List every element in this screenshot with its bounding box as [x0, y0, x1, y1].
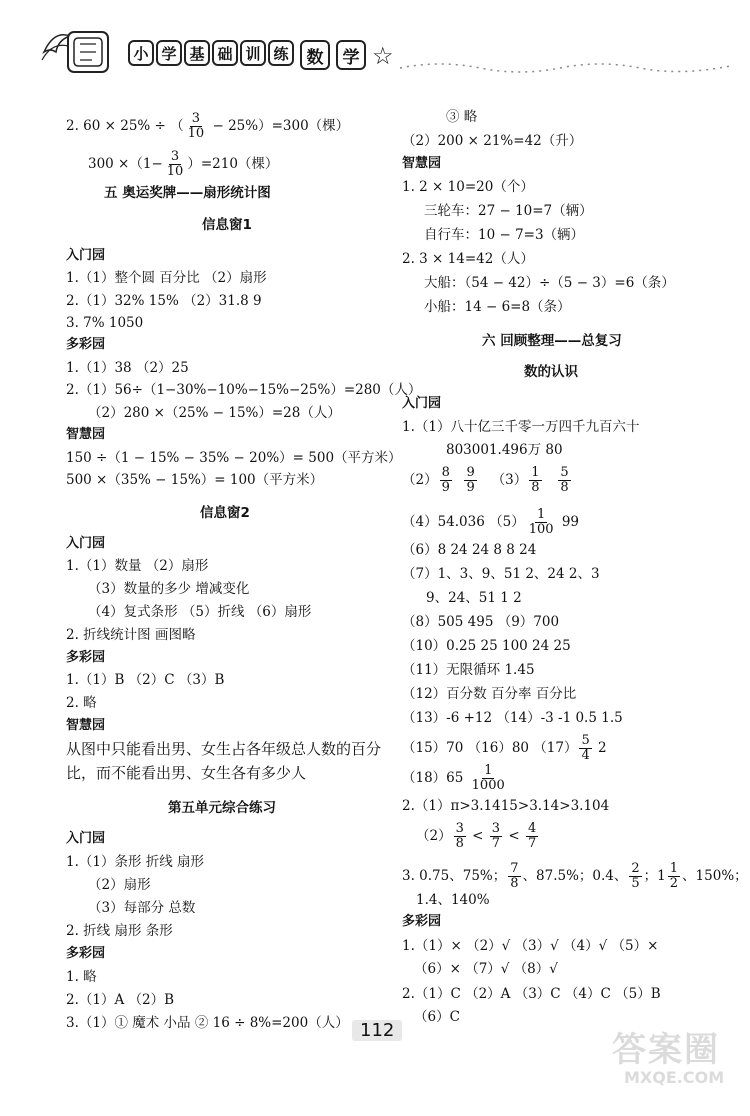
section-label: 智慧园 — [402, 156, 442, 171]
chapter-title: 六 回顾整理——总复习 — [482, 333, 622, 349]
fraction — [454, 822, 466, 851]
numerator: 2 — [631, 861, 640, 876]
answer-line: （3）每部分 总数 — [88, 900, 196, 916]
title-char: 练 — [268, 40, 294, 66]
section-label: 智慧园 — [66, 718, 106, 733]
section-label: 多彩园 — [402, 914, 442, 929]
fraction — [490, 822, 502, 851]
numerator: 4 — [527, 821, 537, 836]
answer-line: 1.（1）条形 折线 扇形 — [66, 854, 205, 870]
denominator: 10 — [166, 164, 184, 179]
answer-line: （6）8 24 24 8 8 24 — [402, 542, 537, 558]
section-label: 入门园 — [66, 831, 106, 846]
answer-line: （6）C — [414, 1009, 460, 1025]
section-label: 多彩园 — [66, 337, 106, 352]
answer-line — [402, 508, 579, 537]
fraction — [470, 764, 507, 793]
answer-line — [402, 466, 573, 495]
numerator: 3 — [455, 821, 464, 836]
text: （18）65 — [402, 770, 468, 786]
chapter-title: 五 奥运奖牌——扇形统计图 — [104, 185, 271, 201]
answer-line: （3）数量的多少 增减变化 — [88, 581, 250, 597]
section-title: 信息窗1 — [202, 217, 252, 233]
answer-line: 三轮车：27 − 10=7（辆） — [424, 203, 593, 219]
section-label: 智慧园 — [66, 427, 106, 442]
answer-line: （10）0.25 25 100 24 25 — [402, 638, 571, 654]
numerator: 3 — [170, 149, 180, 164]
answer-line: （6）× （7）√ （8）√ — [414, 961, 558, 977]
section-label: 入门园 — [402, 396, 442, 411]
answer-line: 1.（1）38 （2）25 — [66, 360, 189, 376]
text: （4）54.036 （5） — [402, 514, 525, 530]
fraction — [165, 150, 186, 179]
numerator: 7 — [510, 861, 519, 876]
answer-line: （12）百分数 百分率 百分比 — [402, 686, 577, 702]
answer-line: （2）扇形 — [88, 877, 151, 893]
section-label: 多彩园 — [66, 946, 106, 961]
title-char: 础 — [212, 40, 238, 66]
section-title: 第五单元综合练习 — [168, 800, 276, 816]
fraction — [558, 466, 570, 495]
answer-line: （2）200 × 21%=42（升） — [402, 133, 583, 149]
answer-line — [88, 150, 278, 179]
star-icon: ☆ — [372, 42, 394, 70]
section-title: 信息窗2 — [200, 505, 250, 521]
denominator: 7 — [527, 836, 537, 851]
denominator: 7 — [491, 836, 501, 851]
text: 、150%； — [682, 868, 748, 884]
numerator: 5 — [560, 465, 569, 480]
fraction — [579, 734, 591, 763]
section-label: 入门园 — [66, 536, 106, 551]
fraction — [508, 862, 520, 891]
fraction — [526, 822, 538, 851]
numerator: 8 — [441, 465, 450, 480]
answer-line: 3.（1）① 魔术 小品 ② 16 ÷ 8%=200（人） — [66, 1015, 349, 1031]
denominator: 10 — [187, 126, 205, 141]
title-char: 数 — [300, 40, 330, 70]
answer-line: 2.（1）56÷（1−30%−10%−15%−25%）=280（人） — [66, 382, 422, 398]
answer-line — [402, 734, 607, 763]
answer-line: 大船：（54 − 42）÷（5 − 3）=6（条） — [424, 275, 675, 291]
section-label: 多彩园 — [66, 650, 106, 665]
numerator: 3 — [491, 821, 501, 836]
answer-line: 1. 略 — [66, 969, 97, 985]
title-char: 学 — [156, 40, 182, 66]
text: 3. 0.75、75%； — [402, 868, 507, 884]
answer-line: ③ 略 — [446, 109, 478, 125]
page-header — [0, 0, 750, 92]
denominator: 9 — [441, 480, 450, 495]
denominator: 1000 — [471, 778, 505, 793]
answer-line: 1. 2 × 10=20（个） — [402, 179, 534, 195]
fraction — [629, 862, 641, 891]
title-char: 基 — [184, 40, 210, 66]
denominator: 9 — [466, 480, 475, 495]
numerator: 1 — [531, 465, 540, 480]
fraction — [186, 112, 207, 141]
answer-line: 1.（1）数量 （2）扇形 — [66, 558, 209, 574]
answer-line: 2. 略 — [66, 695, 97, 711]
answer-line: 2.（1）π>3.1415>3.14>3.104 — [402, 798, 610, 814]
answer-line: 小船：14 − 6=8（条） — [424, 299, 571, 315]
numerator: 9 — [466, 465, 475, 480]
text: 、87.5%；0.4、 — [522, 868, 628, 884]
text: 300 ×（1− — [88, 156, 163, 172]
text: 99 — [557, 514, 580, 530]
denominator: 8 — [560, 480, 569, 495]
section-label: 入门园 — [66, 248, 106, 263]
text: 2 — [593, 740, 607, 756]
denominator: 8 — [510, 876, 519, 891]
denominator: 8 — [455, 836, 464, 851]
text: （15）70 （16）80 （17） — [402, 740, 578, 756]
answer-line — [402, 764, 509, 793]
answer-line: （4）复式条形 （5）折线 （6）扇形 — [88, 604, 312, 620]
answer-line: （11）无限循环 1.45 — [402, 662, 535, 678]
answer-line: 803001.496万 80 — [446, 442, 563, 458]
text: − 25%）=300（棵） — [208, 118, 350, 134]
answer-line: 3. 7% 1050 — [66, 315, 144, 331]
watermark-url: MXQE.COM — [624, 1068, 725, 1087]
title-char: 小 — [128, 40, 154, 66]
denominator: 2 — [669, 876, 679, 891]
answer-line: 500 ×（35% − 15%）= 100（平方米） — [66, 472, 324, 488]
fraction — [440, 466, 452, 495]
answer-line: 2. 折线统计图 画图略 — [66, 627, 196, 643]
answer-line: 1.（1）整个圆 百分比 （2）扇形 — [66, 270, 267, 286]
answer-line: 2. 3 × 14=42（人） — [402, 251, 534, 267]
text: 2. 60 × 25% ÷ （ — [66, 118, 184, 134]
answer-line: （2）280 ×（25% − 15%）=28（人） — [88, 405, 341, 421]
answer-line: 从图中只能看出男、女生占各年级总人数的百分 — [66, 740, 382, 758]
answer-line: 2. 折线 扇形 条形 — [66, 923, 173, 939]
answer-line — [402, 862, 748, 891]
answer-line: 1.（1）B （2）C （3）B — [66, 672, 225, 688]
text: ）=210（棵） — [187, 156, 279, 172]
numerator: 1 — [669, 861, 679, 876]
answer-line: 2.（1）C （2）A （3）C （4）C （5）B — [402, 986, 661, 1002]
answer-line — [66, 112, 349, 141]
answer-line: 150 ÷（1 − 15% − 35% − 20%）= 500（平方米） — [66, 450, 402, 466]
denominator: 8 — [531, 480, 540, 495]
text: < — [504, 828, 524, 844]
page-number: 112 — [352, 1020, 402, 1041]
winged-book-icon — [40, 22, 120, 78]
section-title: 数的认识 — [524, 364, 578, 380]
answer-line: 9、24、51 1 2 — [426, 590, 522, 606]
text: ；1 — [643, 868, 666, 884]
numerator: 1 — [536, 507, 546, 522]
series-title — [128, 40, 366, 70]
answer-line: 比，而不能看出男、女生各有多少人 — [66, 764, 307, 782]
answer-line: （8）505 495 （9）700 — [402, 614, 560, 630]
dotted-trail-decoration — [400, 58, 730, 76]
text: < — [467, 828, 488, 844]
numerator: 5 — [581, 733, 590, 748]
title-char: 训 — [240, 40, 266, 66]
fraction — [668, 862, 680, 891]
answer-line: （7）1、3、9、51 2、24 2、3 — [402, 566, 600, 582]
denominator: 4 — [581, 748, 590, 763]
text: （2） — [416, 828, 452, 844]
answer-line: 2.（1）A （2）B — [66, 992, 175, 1008]
numerator: 1 — [484, 763, 493, 778]
answer-line: 1.（1）八十亿三千零一万四千九百六十 — [402, 419, 640, 435]
answer-line — [416, 822, 540, 851]
fraction — [464, 466, 476, 495]
denominator: 5 — [631, 876, 640, 891]
answer-line: 自行车：10 − 7=3（辆） — [424, 227, 585, 243]
title-char: 学 — [336, 40, 366, 70]
answer-line: 1.（1）× （2）√ （3）√ （4）√ （5）× — [402, 938, 659, 954]
answer-line: （13）-6 +12 （14）-3 -1 0.5 1.5 — [402, 710, 623, 726]
text: （3） — [491, 472, 528, 488]
answer-line: 1.4、140% — [416, 892, 490, 908]
watermark-logo — [612, 1022, 742, 1102]
numerator: 3 — [191, 111, 201, 126]
denominator: 100 — [528, 522, 554, 537]
watermark-text: 答案圈 — [612, 1030, 720, 1070]
fraction — [529, 466, 541, 495]
answer-line: 2.（1）32% 15% （2）31.8 9 — [66, 293, 262, 309]
fraction — [527, 508, 556, 537]
text: （2） — [402, 472, 438, 488]
